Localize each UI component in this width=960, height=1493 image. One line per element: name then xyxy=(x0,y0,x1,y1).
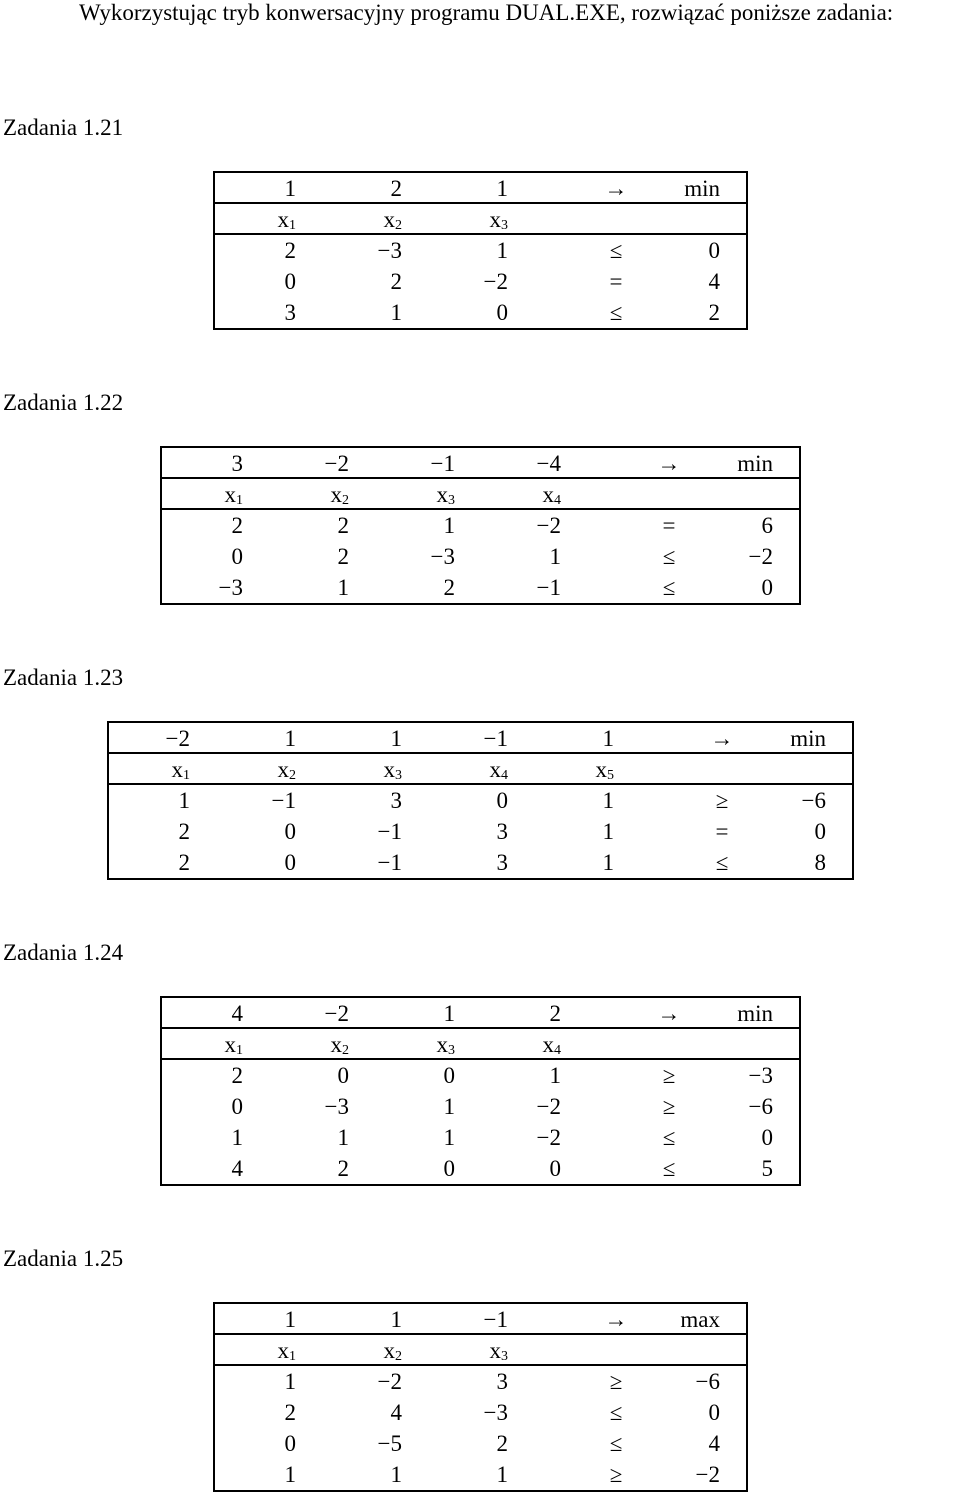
constraint-coefficient: −2 xyxy=(377,1369,402,1394)
constraint-coefficient: −5 xyxy=(377,1431,402,1456)
constraint-coefficient: 1 xyxy=(443,1125,455,1150)
problem-table xyxy=(213,171,748,330)
variable-index: 3 xyxy=(448,493,455,508)
variable-index: 5 xyxy=(607,768,614,783)
constraint-coefficient: 1 xyxy=(602,788,614,813)
constraint-coefficient: 1 xyxy=(337,575,349,600)
variable-index: 2 xyxy=(395,218,402,233)
constraint-coefficient: 2 xyxy=(178,850,190,875)
constraint-coefficient: 1 xyxy=(284,1462,296,1487)
objective-coefficient: 1 xyxy=(284,1307,296,1332)
constraint-coefficient: 1 xyxy=(496,1462,508,1487)
variable-symbol: x xyxy=(330,482,342,507)
variable-index: 3 xyxy=(395,768,402,783)
constraint-coefficient: −1 xyxy=(377,850,402,875)
constraint-coefficient: 4 xyxy=(231,1156,243,1181)
right-hand-side: −6 xyxy=(801,788,826,813)
constraint-row xyxy=(162,541,799,572)
objective-coefficient: 4 xyxy=(231,1001,243,1026)
relation-symbol: ≥ xyxy=(609,1369,623,1394)
variables-row xyxy=(109,754,852,785)
relation-symbol: ≥ xyxy=(715,788,729,813)
problem-title: Zadania 1.22 xyxy=(3,390,124,415)
right-hand-side: −3 xyxy=(748,1063,773,1088)
objective-coefficient: −2 xyxy=(165,726,190,751)
variable-label xyxy=(322,204,402,235)
constraint-coefficient: 1 xyxy=(231,1125,243,1150)
constraint-coefficient: −1 xyxy=(377,819,402,844)
variable-label xyxy=(375,1029,455,1060)
constraint-coefficient: 2 xyxy=(337,544,349,569)
constraint-row xyxy=(162,1122,799,1153)
relation-symbol: ≤ xyxy=(662,1156,676,1181)
variable-index: 4 xyxy=(554,493,561,508)
variable-symbol: x xyxy=(277,207,289,232)
variables-row xyxy=(162,479,799,510)
objective-goal: min xyxy=(790,726,826,751)
constraint-coefficient: −3 xyxy=(483,1400,508,1425)
variable-label xyxy=(322,1335,402,1366)
problem-table xyxy=(160,996,801,1186)
constraint-coefficient: 2 xyxy=(231,513,243,538)
objective-coefficient: −2 xyxy=(324,451,349,476)
objective-coefficient: 1 xyxy=(496,176,508,201)
constraint-coefficient: 0 xyxy=(549,1156,561,1181)
constraint-coefficient: 1 xyxy=(549,544,561,569)
variable-label xyxy=(428,204,508,235)
objective-goal: min xyxy=(737,1001,773,1026)
constraint-coefficient: 1 xyxy=(443,1094,455,1119)
variable-label xyxy=(163,1029,243,1060)
relation-symbol: = xyxy=(662,513,676,538)
problem-title: Zadania 1.25 xyxy=(3,1246,124,1271)
variable-index: 2 xyxy=(289,768,296,783)
objective-goal: max xyxy=(680,1307,720,1332)
objective-row xyxy=(162,998,799,1029)
right-hand-side: 4 xyxy=(708,1431,720,1456)
variable-symbol: x xyxy=(542,1032,554,1057)
relation-symbol: = xyxy=(609,269,623,294)
relation-symbol: ≥ xyxy=(662,1094,676,1119)
constraint-coefficient: −1 xyxy=(536,575,561,600)
intro-text: Wykorzystując tryb konwersacyjny programu DUAL.EXE, rozwiązać poniższe zadania: xyxy=(79,0,894,25)
objective-coefficient: 1 xyxy=(390,726,402,751)
objective-goal: min xyxy=(684,176,720,201)
constraint-row xyxy=(215,1428,746,1459)
constraint-coefficient: 3 xyxy=(284,300,296,325)
variable-symbol: x xyxy=(436,482,448,507)
objective-coefficient: −1 xyxy=(430,451,455,476)
problem-table xyxy=(160,446,801,605)
constraint-coefficient: 0 xyxy=(496,788,508,813)
constraint-coefficient: 0 xyxy=(231,1094,243,1119)
variable-symbol: x xyxy=(277,757,289,782)
right-hand-side: 0 xyxy=(761,1125,773,1150)
constraint-coefficient: −2 xyxy=(536,1094,561,1119)
right-hand-side: 6 xyxy=(761,513,773,538)
objective-coefficient: 1 xyxy=(443,1001,455,1026)
relation-symbol: ≤ xyxy=(662,1125,676,1150)
constraint-coefficient: 1 xyxy=(602,819,614,844)
constraint-coefficient: 1 xyxy=(337,1125,349,1150)
right-hand-side: 2 xyxy=(708,300,720,325)
variable-label xyxy=(269,479,349,510)
relation-symbol: ≤ xyxy=(662,575,676,600)
problem-title: Zadania 1.24 xyxy=(3,940,124,965)
variable-symbol: x xyxy=(489,207,501,232)
constraint-coefficient: 2 xyxy=(231,1063,243,1088)
variable-index: 1 xyxy=(289,218,296,233)
objective-coefficient: 1 xyxy=(390,1307,402,1332)
constraint-coefficient: 2 xyxy=(390,269,402,294)
objective-coefficient: −4 xyxy=(536,451,561,476)
variable-symbol: x xyxy=(542,482,554,507)
variable-index: 3 xyxy=(501,218,508,233)
variable-index: 1 xyxy=(236,1043,243,1058)
problem-table xyxy=(107,721,854,880)
objective-goal: min xyxy=(737,451,773,476)
constraint-coefficient: 2 xyxy=(284,238,296,263)
constraint-coefficient: 1 xyxy=(496,238,508,263)
variable-label xyxy=(534,754,614,785)
constraint-coefficient: 1 xyxy=(390,300,402,325)
variable-index: 2 xyxy=(342,493,349,508)
constraint-coefficient: 1 xyxy=(443,513,455,538)
variable-symbol: x xyxy=(436,1032,448,1057)
constraint-coefficient: 1 xyxy=(549,1063,561,1088)
arrow-icon: → xyxy=(657,1001,681,1026)
constraint-coefficient: −2 xyxy=(483,269,508,294)
constraint-coefficient: 0 xyxy=(231,544,243,569)
right-hand-side: 0 xyxy=(708,1400,720,1425)
constraint-coefficient: −3 xyxy=(430,544,455,569)
right-hand-side: 8 xyxy=(814,850,826,875)
variable-index: 3 xyxy=(501,1349,508,1364)
variable-symbol: x xyxy=(171,757,183,782)
variable-symbol: x xyxy=(330,1032,342,1057)
variable-label xyxy=(163,479,243,510)
variable-index: 2 xyxy=(395,1349,402,1364)
constraint-coefficient: 0 xyxy=(496,300,508,325)
objective-row xyxy=(162,448,799,479)
constraint-coefficient: −3 xyxy=(377,238,402,263)
constraint-coefficient: 0 xyxy=(443,1063,455,1088)
constraint-coefficient: −3 xyxy=(324,1094,349,1119)
constraint-row xyxy=(162,1060,799,1091)
relation-symbol: ≤ xyxy=(715,850,729,875)
arrow-icon: → xyxy=(604,1307,628,1332)
constraint-coefficient: 1 xyxy=(178,788,190,813)
objective-coefficient: 1 xyxy=(284,726,296,751)
constraint-coefficient: 4 xyxy=(390,1400,402,1425)
objective-coefficient: 3 xyxy=(231,451,243,476)
variable-label xyxy=(481,479,561,510)
variables-row xyxy=(215,1335,746,1366)
constraint-row xyxy=(162,1153,799,1184)
variable-symbol: x xyxy=(224,482,236,507)
constraint-coefficient: 0 xyxy=(443,1156,455,1181)
objective-coefficient: 1 xyxy=(284,176,296,201)
variable-symbol: x xyxy=(595,757,607,782)
variable-symbol: x xyxy=(489,757,501,782)
variable-label xyxy=(216,204,296,235)
variable-index: 1 xyxy=(236,493,243,508)
constraint-coefficient: 3 xyxy=(390,788,402,813)
variable-symbol: x xyxy=(383,207,395,232)
problem-title: Zadania 1.21 xyxy=(3,115,124,140)
variable-label xyxy=(216,754,296,785)
constraint-coefficient: 0 xyxy=(337,1063,349,1088)
constraint-coefficient: 2 xyxy=(284,1400,296,1425)
variables-row xyxy=(215,204,746,235)
arrow-icon: → xyxy=(657,451,681,476)
relation-symbol: ≤ xyxy=(662,544,676,569)
right-hand-side: 0 xyxy=(814,819,826,844)
constraint-coefficient: 1 xyxy=(284,1369,296,1394)
arrow-icon: → xyxy=(604,176,628,201)
variable-label xyxy=(428,1335,508,1366)
constraint-row xyxy=(162,572,799,603)
constraint-coefficient: 2 xyxy=(443,575,455,600)
variable-index: 4 xyxy=(501,768,508,783)
constraint-row xyxy=(109,847,852,878)
relation-symbol: = xyxy=(715,819,729,844)
variable-label xyxy=(269,1029,349,1060)
problem-title: Zadania 1.23 xyxy=(3,665,124,690)
constraint-coefficient: −2 xyxy=(536,1125,561,1150)
objective-coefficient: −2 xyxy=(324,1001,349,1026)
constraint-coefficient: 3 xyxy=(496,819,508,844)
objective-coefficient: −1 xyxy=(483,1307,508,1332)
constraint-row xyxy=(215,1459,746,1490)
variable-symbol: x xyxy=(277,1338,289,1363)
variable-label xyxy=(481,1029,561,1060)
relation-symbol: ≤ xyxy=(609,238,623,263)
relation-symbol: ≤ xyxy=(609,300,623,325)
constraint-row xyxy=(109,785,852,816)
variable-symbol: x xyxy=(224,1032,236,1057)
variable-label xyxy=(375,479,455,510)
constraint-row xyxy=(215,1397,746,1428)
objective-coefficient: 2 xyxy=(390,176,402,201)
constraint-coefficient: 2 xyxy=(337,513,349,538)
right-hand-side: −2 xyxy=(748,544,773,569)
constraint-coefficient: 0 xyxy=(284,1431,296,1456)
right-hand-side: 0 xyxy=(761,575,773,600)
variable-index: 2 xyxy=(342,1043,349,1058)
constraint-coefficient: 0 xyxy=(284,819,296,844)
constraint-row xyxy=(215,235,746,266)
relation-symbol: ≥ xyxy=(662,1063,676,1088)
right-hand-side: 5 xyxy=(761,1156,773,1181)
right-hand-side: −2 xyxy=(695,1462,720,1487)
variable-symbol: x xyxy=(489,1338,501,1363)
variable-label xyxy=(322,754,402,785)
constraint-coefficient: 3 xyxy=(496,1369,508,1394)
right-hand-side: −6 xyxy=(695,1369,720,1394)
constraint-coefficient: 2 xyxy=(178,819,190,844)
variable-label xyxy=(428,754,508,785)
relation-symbol: ≥ xyxy=(609,1462,623,1487)
constraint-row xyxy=(109,816,852,847)
constraint-row xyxy=(162,1091,799,1122)
constraint-coefficient: −1 xyxy=(271,788,296,813)
variable-label xyxy=(110,754,190,785)
constraint-coefficient: 0 xyxy=(284,269,296,294)
problem-table xyxy=(213,1302,748,1492)
relation-symbol: ≤ xyxy=(609,1431,623,1456)
constraint-coefficient: 3 xyxy=(496,850,508,875)
right-hand-side: −6 xyxy=(748,1094,773,1119)
right-hand-side: 4 xyxy=(708,269,720,294)
variable-symbol: x xyxy=(383,1338,395,1363)
objective-row xyxy=(215,1304,746,1335)
constraint-coefficient: 1 xyxy=(602,850,614,875)
variable-index: 1 xyxy=(183,768,190,783)
objective-coefficient: 2 xyxy=(549,1001,561,1026)
variable-index: 1 xyxy=(289,1349,296,1364)
variable-index: 3 xyxy=(448,1043,455,1058)
right-hand-side: 0 xyxy=(708,238,720,263)
objective-coefficient: −1 xyxy=(483,726,508,751)
constraint-row xyxy=(215,1366,746,1397)
variables-row xyxy=(162,1029,799,1060)
variable-index: 4 xyxy=(554,1043,561,1058)
constraint-coefficient: 0 xyxy=(284,850,296,875)
objective-row xyxy=(109,723,852,754)
constraint-coefficient: 1 xyxy=(390,1462,402,1487)
variable-symbol: x xyxy=(383,757,395,782)
relation-symbol: ≤ xyxy=(609,1400,623,1425)
constraint-coefficient: 2 xyxy=(337,1156,349,1181)
constraint-row xyxy=(215,297,746,328)
constraint-row xyxy=(162,510,799,541)
constraint-coefficient: −2 xyxy=(536,513,561,538)
objective-row xyxy=(215,173,746,204)
constraint-coefficient: 2 xyxy=(496,1431,508,1456)
constraint-row xyxy=(215,266,746,297)
objective-coefficient: 1 xyxy=(602,726,614,751)
variable-label xyxy=(216,1335,296,1366)
constraint-coefficient: −3 xyxy=(218,575,243,600)
arrow-icon: → xyxy=(710,726,734,751)
